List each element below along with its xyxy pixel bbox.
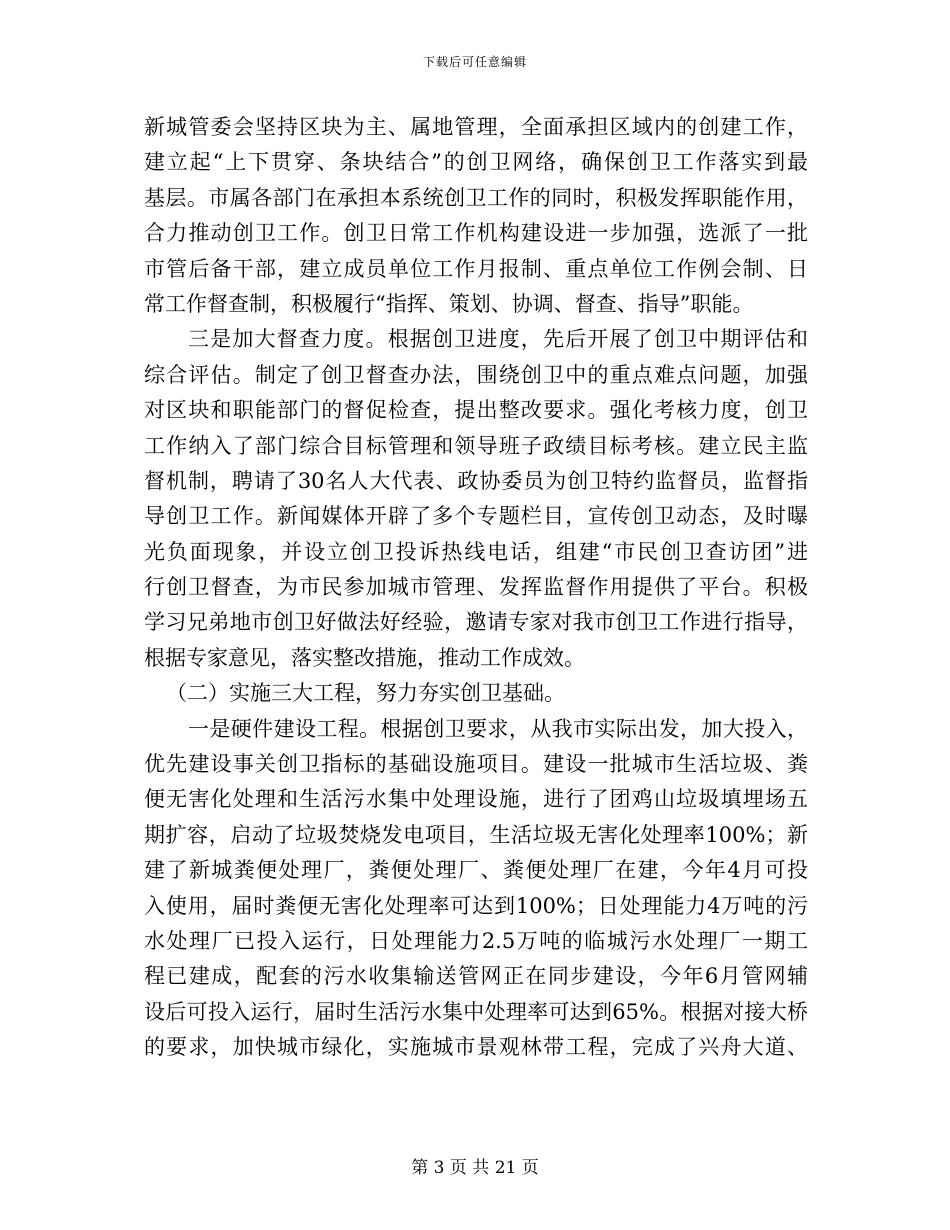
- text-line: 督机制，聘请了30名人大代表、政协委员为创卫特约监督员，监督指: [144, 468, 808, 493]
- text-line: 入使用，届时粪便无害化处理率可达到100%；日处理能力4万吨的污: [144, 893, 808, 918]
- page-header: 下载后可任意编辑: [422, 55, 527, 69]
- text-line: 优先建设事关创卫指标的基础设施项目。建设一批城市生活垃圾、粪: [144, 752, 808, 777]
- text-line: 合力推动创卫工作。创卫日常工作机构建设进一步加强，选派了一批: [144, 221, 808, 246]
- text-line: 光负面现象，并设立创卫投诉热线电话，组建“市民创卫查访团”进: [144, 539, 808, 564]
- text-line: 导创卫工作。新闻媒体开辟了多个专题栏目，宣传创卫动态，及时曝: [144, 504, 808, 529]
- text-line: 一是硬件建设工程。根据创卫要求，从我市实际出发，加大投入，: [188, 716, 808, 741]
- text-line: 工作纳入了部门综合目标管理和领导班子政绩目标考核。建立民主监: [144, 433, 808, 458]
- text-line: 期扩容，启动了垃圾焚烧发电项目，生活垃圾无害化处理率100%；新: [144, 822, 808, 847]
- text-line: 三是加大督查力度。根据创卫进度，先后开展了创卫中期评估和: [188, 327, 808, 352]
- document-body: [144, 110, 808, 1066]
- text-line: 综合评估。制定了创卫督查办法，围绕创卫中的重点难点问题，加强: [144, 362, 808, 387]
- text-line: 常工作督查制，积极履行“指挥、策划、协调、督查、指导”职能。: [144, 291, 754, 316]
- section-heading: （二）实施三大工程，努力夯实创卫基础。: [166, 681, 565, 706]
- text-line: 水处理厂已投入运行，日处理能力2.5万吨的临城污水处理厂一期工: [144, 928, 808, 953]
- text-line: 设后可投入运行，届时生活污水集中处理率可达到65%。根据对接大桥: [144, 999, 808, 1024]
- text-line: 建立起“上下贯穿、条块结合”的创卫网络，确保创卫工作落实到最: [144, 150, 808, 175]
- text-line: 的要求，加快城市绿化，实施城市景观林带工程，完成了兴舟大道、: [144, 1035, 808, 1060]
- text-line: 程已建成，配套的污水收集输送管网正在同步建设，今年6月管网辅: [144, 964, 808, 989]
- text-line: 学习兄弟地市创卫好做法好经验，邀请专家对我市创卫工作进行指导，: [144, 610, 808, 635]
- text-line: 市管后备干部，建立成员单位工作月报制、重点单位工作例会制、日: [144, 256, 808, 281]
- text-line: 对区块和职能部门的督促检查，提出整改要求。强化考核力度，创卫: [144, 398, 808, 423]
- text-line: 根据专家意见，落实整改措施，推动工作成效。: [144, 645, 585, 670]
- text-line: 新城管委会坚持区块为主、属地管理，全面承担区域内的创建工作，: [144, 115, 808, 139]
- text-line: 行创卫督查，为市民参加城市管理、发挥监督作用提供了平台。积极: [144, 575, 808, 600]
- text-line: 建了新城粪便处理厂，粪便处理厂、粪便处理厂在建，今年4月可投: [144, 858, 808, 883]
- text-line: 便无害化处理和生活污水集中处理设施，进行了团鸡山垃圾填埋场五: [144, 787, 808, 812]
- text-line: 基层。市属各部门在承担本系统创卫工作的同时，积极发挥职能作用，: [144, 185, 808, 210]
- page-footer: 第 3 页 共 21 页: [411, 1158, 539, 1178]
